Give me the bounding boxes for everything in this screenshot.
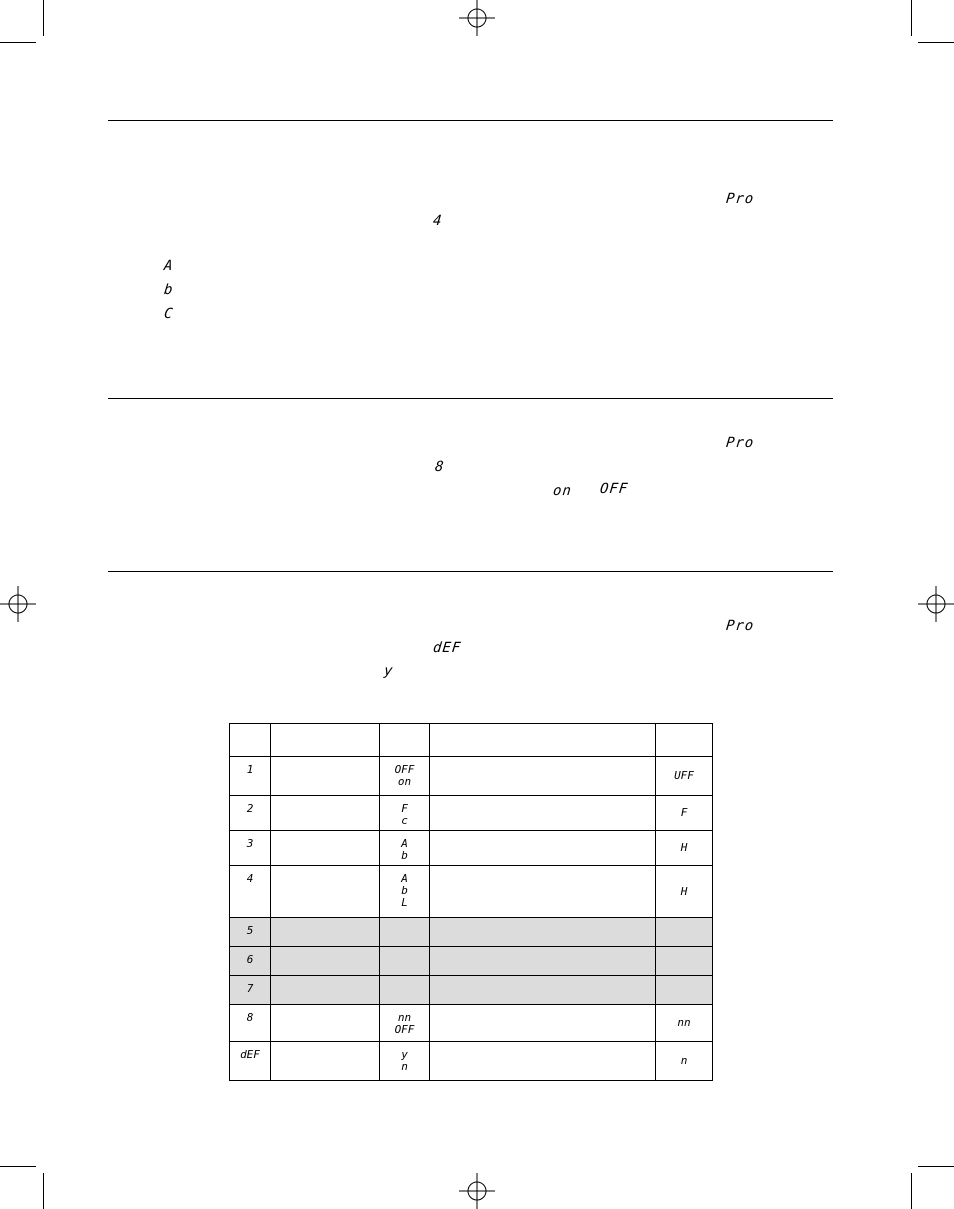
table-row (230, 976, 713, 1005)
description-cell (271, 831, 380, 866)
values-cell (380, 947, 430, 976)
explanation-cell-text (430, 831, 655, 838)
values-cell (380, 796, 430, 831)
registration-mark-icon (0, 586, 36, 622)
settings-table (229, 723, 713, 1081)
display-code-off: OFF (599, 481, 630, 497)
default-cell-text: H (680, 884, 688, 898)
values-cell-text: OFF on (394, 763, 415, 788)
table-row (230, 796, 713, 831)
table-header-row (230, 724, 713, 757)
description-cell-text (271, 831, 379, 838)
explanation-cell-text (430, 947, 655, 954)
param-cell (230, 1005, 271, 1042)
table-row (230, 947, 713, 976)
default-cell-text: n (680, 1054, 688, 1067)
option-code: C (163, 306, 175, 322)
crop-mark (43, 1173, 44, 1209)
default-cell (656, 757, 713, 796)
explanation-cell-text (430, 866, 655, 873)
description-cell (271, 757, 380, 796)
display-code-param: 4 (432, 213, 444, 229)
settings-table-body (230, 724, 713, 1081)
param-cell-text: 1 (246, 763, 254, 776)
description-cell-text (271, 976, 379, 983)
param-cell-text: 6 (246, 953, 254, 966)
default-cell-text: UFF (674, 769, 694, 782)
registration-mark-icon (459, 1173, 495, 1209)
crop-mark (43, 0, 44, 36)
section-divider (108, 571, 833, 572)
crop-mark (918, 1166, 954, 1167)
description-cell-text (271, 947, 379, 954)
default-cell (656, 1042, 713, 1081)
display-code-param: 8 (434, 459, 446, 475)
values-cell (380, 866, 430, 918)
param-cell-text: 2 (246, 802, 254, 815)
explanation-cell (430, 1005, 656, 1042)
values-cell (380, 757, 430, 796)
display-code-def: dEF (432, 640, 463, 656)
description-cell-text (271, 866, 379, 873)
option-code: b (163, 282, 175, 298)
param-cell-text: 3 (246, 837, 254, 850)
values-cell (380, 1005, 430, 1042)
table-row (230, 831, 713, 866)
header-cell (380, 724, 430, 757)
default-cell (656, 866, 713, 918)
param-cell (230, 976, 271, 1005)
param-cell (230, 796, 271, 831)
description-cell (271, 796, 380, 831)
default-cell (656, 918, 713, 947)
description-cell (271, 866, 380, 918)
header-cell (656, 724, 713, 757)
header-cell (271, 724, 380, 757)
display-code-on: on (552, 483, 573, 499)
description-cell-text (271, 918, 379, 925)
table-row (230, 1042, 713, 1081)
values-cell-text: F c (401, 802, 408, 827)
values-cell-text (380, 976, 429, 983)
crop-mark (0, 42, 36, 43)
explanation-cell (430, 1042, 656, 1081)
explanation-cell (430, 976, 656, 1005)
table-row (230, 866, 713, 918)
param-cell (230, 757, 271, 796)
description-cell (271, 947, 380, 976)
explanation-cell (430, 796, 656, 831)
display-code-pro: Pro (725, 435, 756, 451)
param-cell (230, 918, 271, 947)
crop-mark (918, 42, 954, 43)
explanation-cell (430, 947, 656, 976)
header-cell (230, 724, 271, 757)
description-cell-text (271, 796, 379, 803)
explanation-cell (430, 866, 656, 918)
default-cell (656, 1005, 713, 1042)
table-row (230, 918, 713, 947)
param-cell-text: 4 (246, 872, 254, 885)
param-cell (230, 866, 271, 918)
values-cell (380, 918, 430, 947)
param-cell (230, 831, 271, 866)
explanation-cell-text (430, 1005, 655, 1012)
registration-mark-icon (459, 0, 495, 36)
explanation-cell (430, 831, 656, 866)
explanation-cell (430, 918, 656, 947)
default-cell (656, 947, 713, 976)
values-cell (380, 831, 430, 866)
values-cell-text: A b L (401, 872, 408, 909)
values-cell-text: y n (401, 1048, 408, 1073)
values-cell (380, 1042, 430, 1081)
values-cell-text: nn OFF (394, 1011, 415, 1036)
header-cell (430, 724, 656, 757)
values-cell-text: A b (401, 837, 408, 862)
option-code: A (163, 258, 175, 274)
param-cell-text: dEF (240, 1048, 260, 1061)
display-code-pro: Pro (725, 191, 756, 207)
description-cell (271, 1042, 380, 1081)
default-cell (656, 976, 713, 1005)
values-cell-text (380, 918, 429, 925)
description-cell-text (271, 1005, 379, 1012)
section-divider (108, 120, 833, 121)
description-cell (271, 918, 380, 947)
crop-mark (0, 1166, 36, 1167)
table-row (230, 757, 713, 796)
section-divider (108, 398, 833, 399)
display-code-yes: y (383, 663, 395, 679)
values-cell-text (380, 947, 429, 954)
display-code-pro: Pro (725, 618, 756, 634)
param-cell-text: 5 (246, 924, 254, 937)
explanation-cell (430, 757, 656, 796)
explanation-cell-text (430, 918, 655, 925)
explanation-cell-text (430, 757, 655, 764)
table-row (230, 1005, 713, 1042)
default-cell-text: nn (677, 1016, 691, 1029)
crop-mark (911, 1173, 912, 1209)
crop-mark (911, 0, 912, 36)
description-cell (271, 976, 380, 1005)
registration-mark-icon (918, 586, 954, 622)
explanation-cell-text (430, 1042, 655, 1049)
description-cell-text (271, 1042, 379, 1049)
description-cell-text (271, 757, 379, 764)
values-cell (380, 976, 430, 1005)
default-cell-text: H (680, 841, 688, 854)
default-cell (656, 831, 713, 866)
default-cell (656, 796, 713, 831)
param-cell (230, 947, 271, 976)
explanation-cell-text (430, 976, 655, 983)
explanation-cell-text (430, 796, 655, 803)
description-cell (271, 1005, 380, 1042)
default-cell-text: F (680, 806, 688, 819)
param-cell-text: 7 (246, 982, 254, 995)
param-cell-text: 8 (246, 1011, 254, 1024)
param-cell (230, 1042, 271, 1081)
